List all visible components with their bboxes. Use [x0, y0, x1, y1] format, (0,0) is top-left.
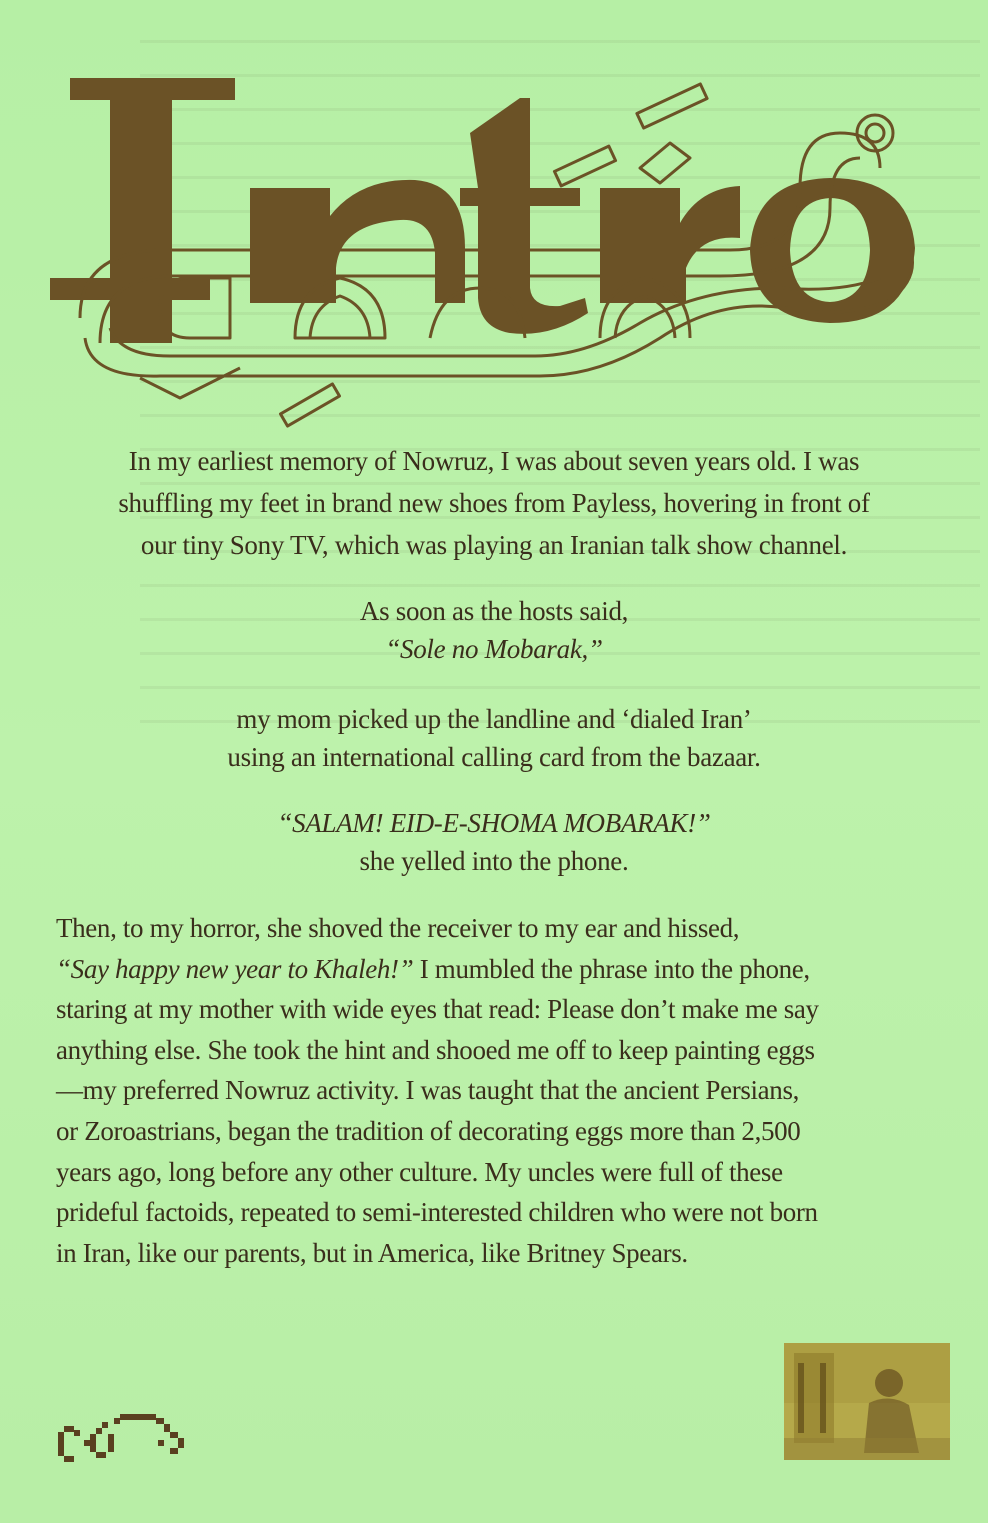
block-line: my mom picked up the landline and ‘dialed Iran’: [236, 704, 752, 734]
pixel-logo-icon: [54, 1410, 189, 1465]
block-quote: “SALAM! EID-E-SHOMA MOBARAK!”: [277, 808, 711, 838]
body-line: anything else. She took the hint and shooed me off to keep painting eggs: [56, 1034, 815, 1065]
landline-block: [60, 700, 928, 776]
block-line: she yelled into the phone.: [359, 846, 629, 876]
intro-line: our tiny Sony TV, which was playing an Iranian talk show channel.: [140, 530, 848, 560]
block-line: As soon as the hosts said,: [359, 596, 629, 626]
pixel-logo-mark: [54, 1410, 189, 1465]
body-line: prideful factoids, repeated to semi-interested children who were not born: [56, 1197, 818, 1228]
body-line: years ago, long before any other culture. My uncles were full of these: [56, 1156, 783, 1187]
intro-line: In my earliest memory of Nowruz, I was about seven years old. I was: [128, 446, 860, 476]
body-paragraph: [56, 908, 896, 1273]
title-lettering: [40, 38, 940, 438]
body-line: [56, 949, 896, 990]
body-line: —my preferred Nowruz activity. I was taught that the ancient Persians,: [56, 1075, 799, 1106]
body-line: in Iran, like our parents, but in America, like Britney Spears.: [56, 1237, 688, 1268]
body-quote: “Say happy new year to Khaleh!”: [56, 953, 414, 984]
block-line: using an international calling card from the bazaar.: [227, 742, 761, 772]
body-line: staring at my mother with wide eyes that read: Please don’t make me say: [56, 994, 819, 1025]
photo-thumbnail: [784, 1343, 950, 1460]
photo-image: [784, 1343, 950, 1460]
salam-block: [60, 804, 928, 880]
body-line-rest: I mumbled the phrase into the phone,: [413, 953, 810, 984]
hosts-said-block: [60, 592, 928, 668]
intro-line: shuffling my feet in brand new shoes from Payless, hovering in front of: [118, 488, 870, 518]
title-logo-graphic: [40, 38, 940, 438]
body-line: Then, to my horror, she shoved the receiver to my ear and hissed,: [56, 913, 740, 943]
body-line: or Zoroastrians, began the tradition of decorating eggs more than 2,500: [56, 1115, 801, 1146]
intro-paragraph: [60, 440, 928, 566]
block-quote: “Sole no Mobarak,”: [385, 634, 603, 664]
